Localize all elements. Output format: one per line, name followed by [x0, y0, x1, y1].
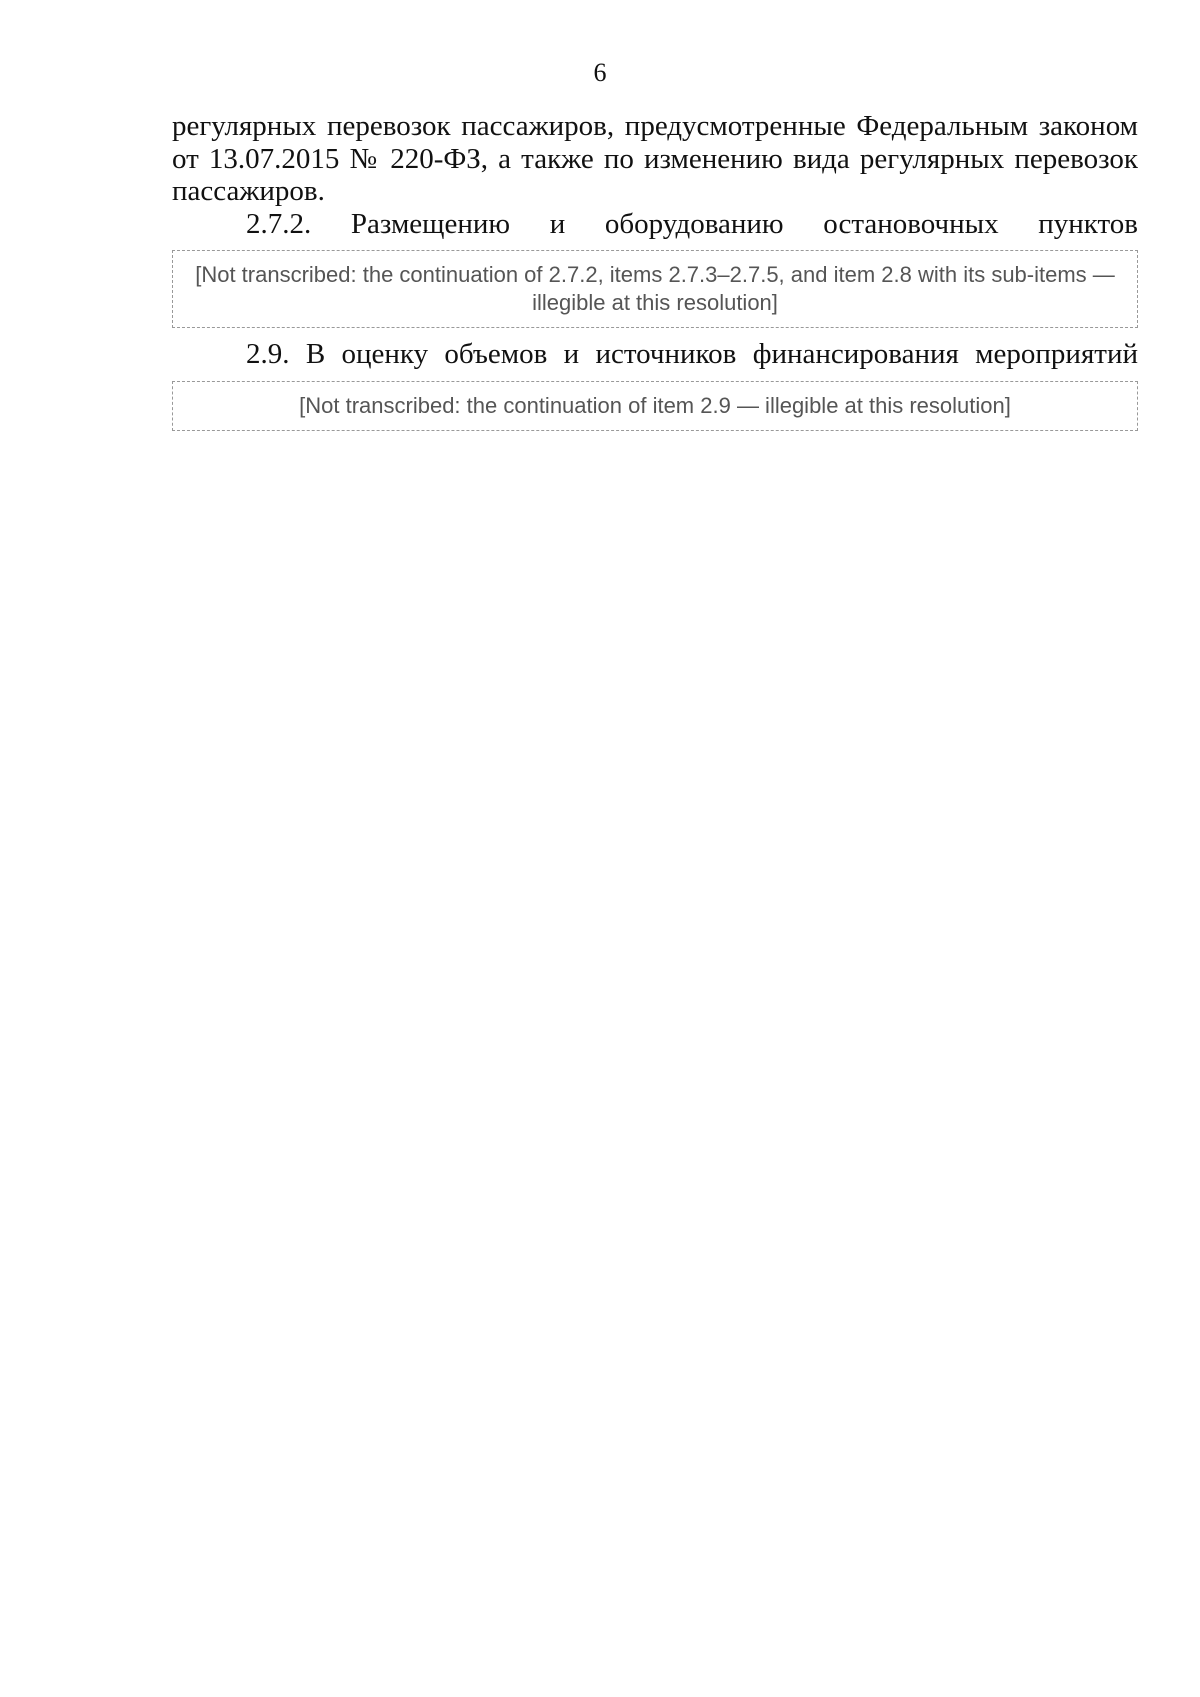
document-body — [172, 110, 1138, 441]
text-line: регулярных перевозок пассажиров, предусмотренные Федеральным законом — [172, 110, 1138, 142]
text-line: 2.7.2. Размещению и оборудованию остановочных пунктов — [246, 207, 1138, 240]
text-line: 2.9. В оценку объемов и источников финансирования мероприятий — [246, 338, 1138, 370]
omitted-passage: [Not transcribed: the continuation of item 2.9 — illegible at this resolution] — [172, 381, 1138, 431]
page-number: 6 — [593, 58, 607, 87]
omitted-passage: [Not transcribed: the continuation of 2.7.2, items 2.7.3–2.7.5, and item 2.8 with its sub-items — illegible at this resolution] — [172, 250, 1138, 328]
text-line: пассажиров. — [172, 175, 325, 207]
text-line: от 13.07.2015 № 220-ФЗ, а также по изменению вида регулярных перевозок — [172, 142, 1138, 175]
